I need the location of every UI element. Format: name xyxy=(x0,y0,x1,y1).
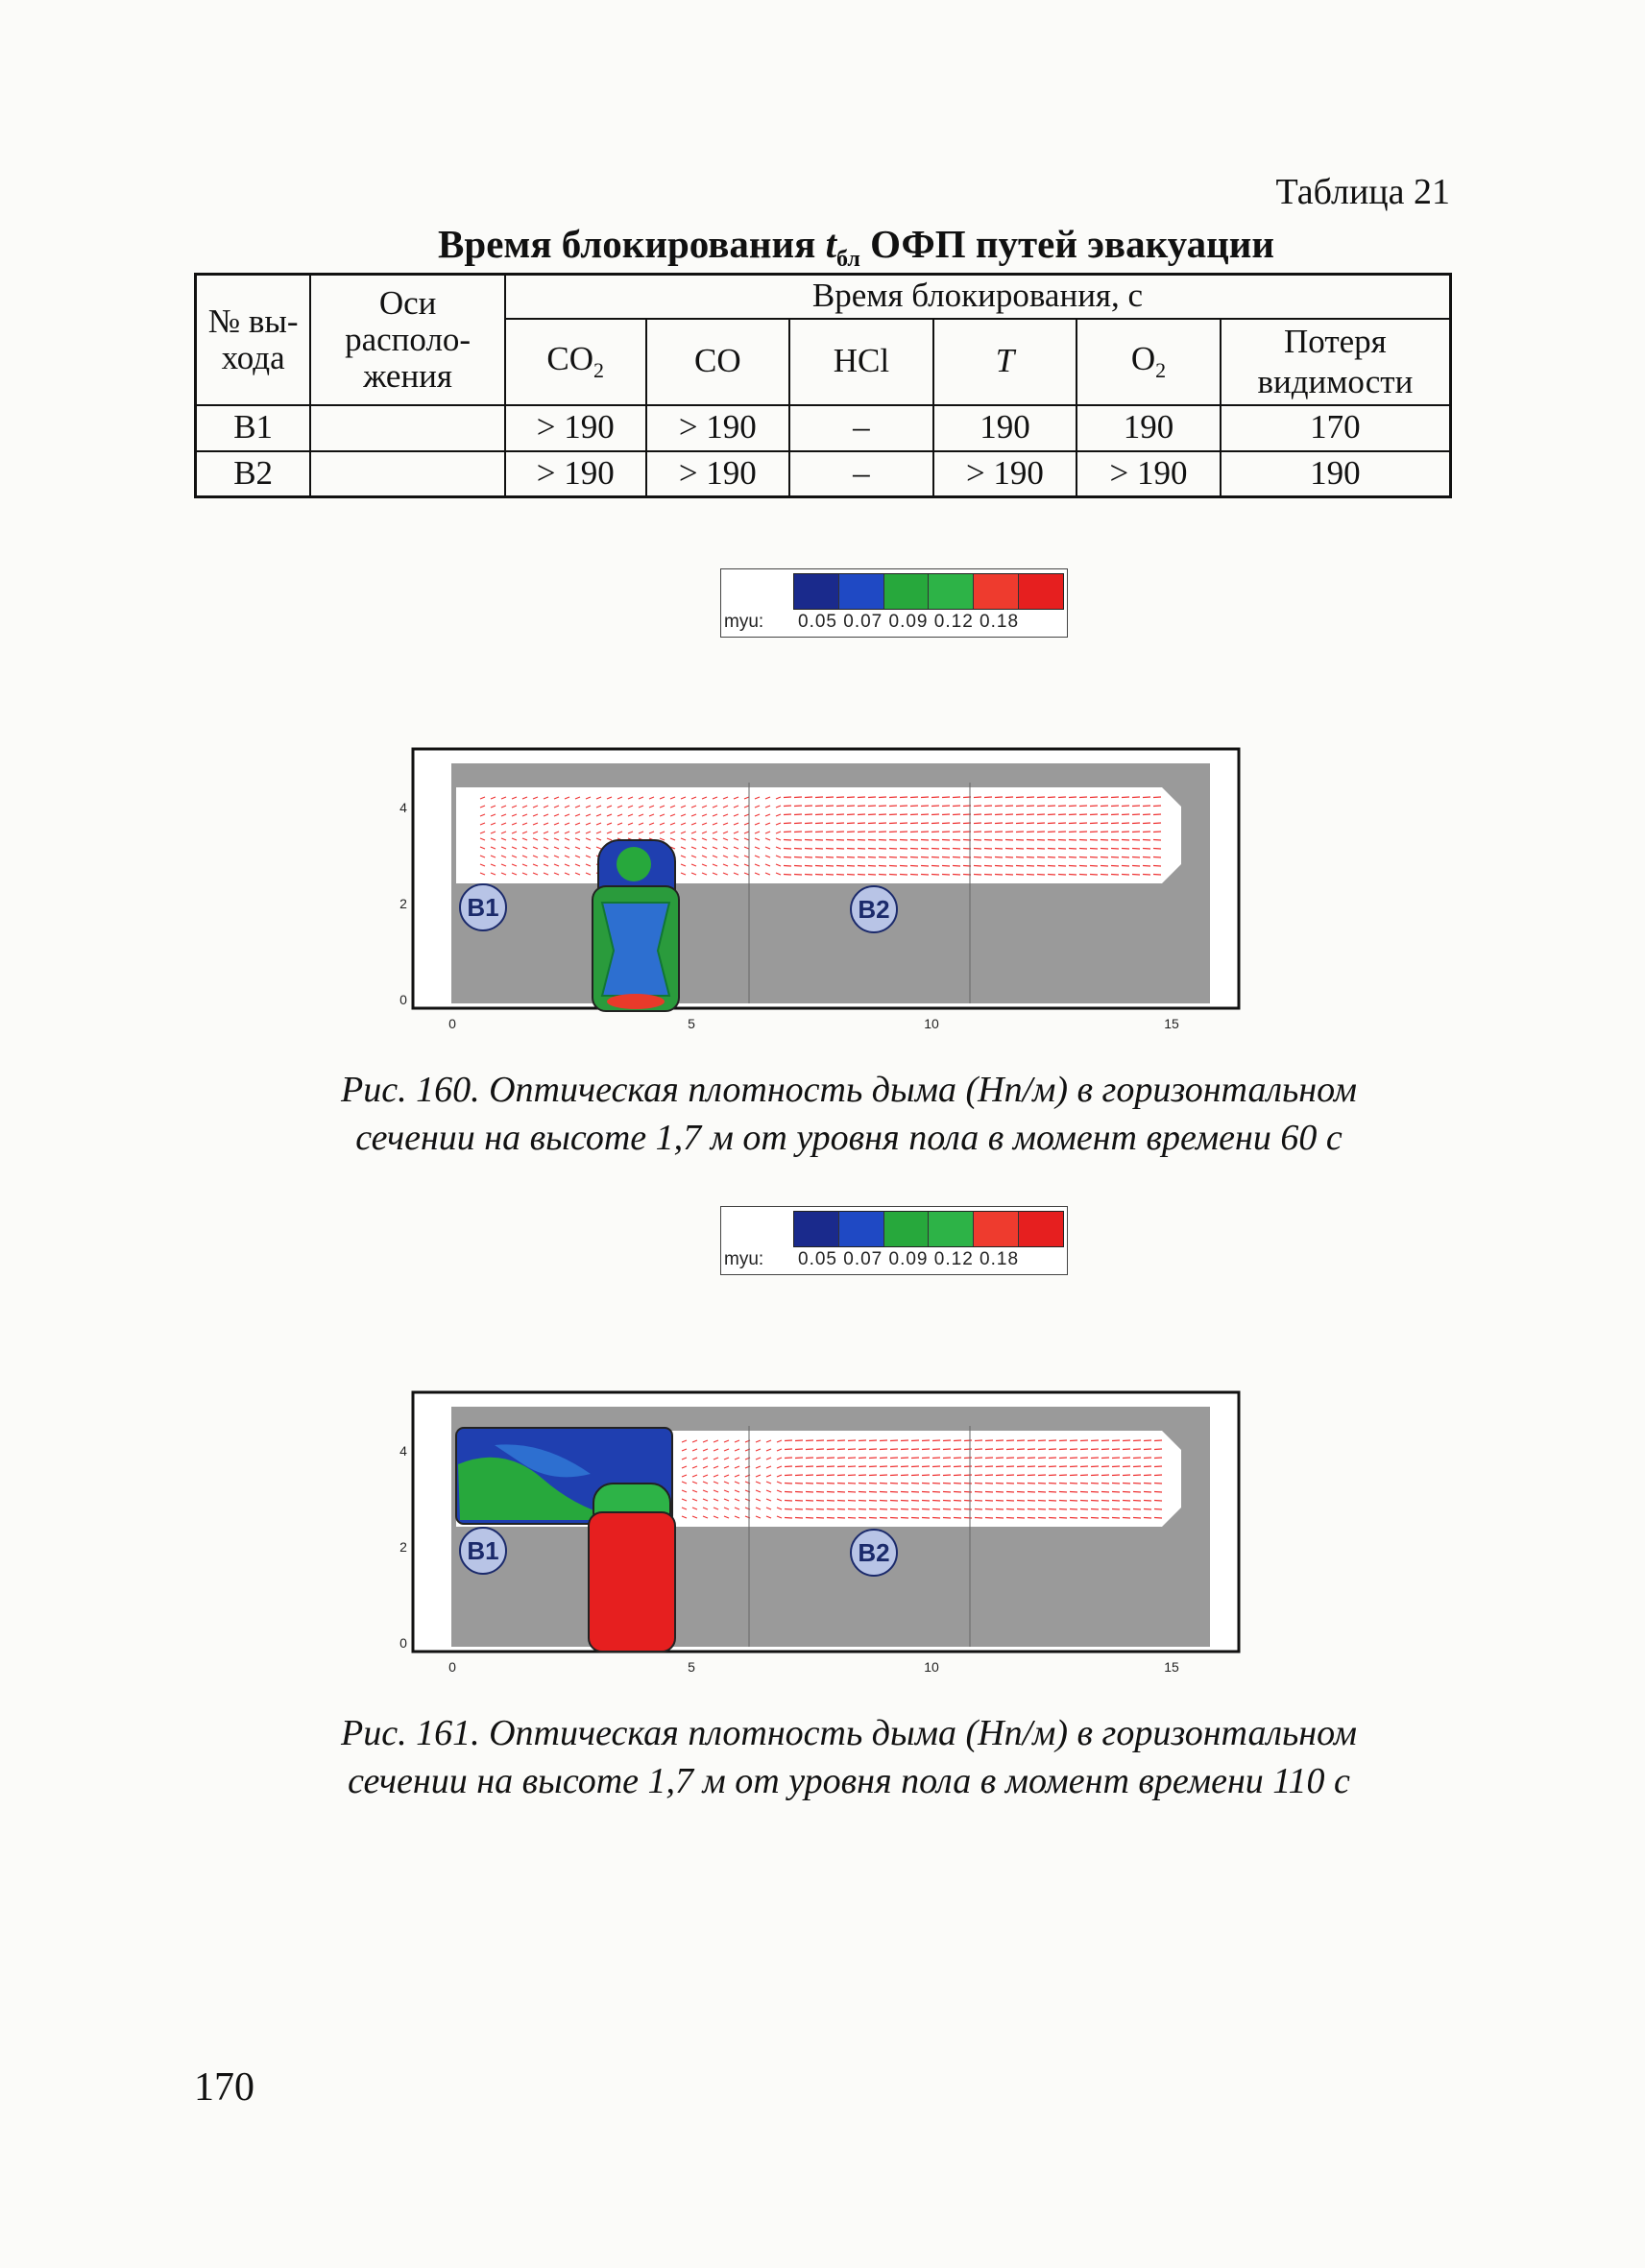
legend-swatch xyxy=(974,574,1019,609)
header-co2: $CO_2$ xyxy=(505,319,646,405)
header-co: CO xyxy=(646,319,790,405)
caption-line: Рис. 160. Оптическая плотность дыма (Нп/м) в горизонтальном xyxy=(341,1070,1357,1110)
cell-exit: В1 xyxy=(196,405,311,451)
cell-o2: 190 xyxy=(1077,405,1221,451)
x-tick-label: 10 xyxy=(924,1016,939,1031)
legend-swatch xyxy=(1019,574,1063,609)
legend-swatch xyxy=(794,574,839,609)
figure-160-caption xyxy=(0,1066,1645,1162)
x-tick-label: 15 xyxy=(1164,1659,1179,1675)
y-tick-label: 4 xyxy=(399,800,407,815)
color-legend xyxy=(720,568,1068,638)
smoke-density-plot-60s xyxy=(379,744,1272,1042)
x-tick-label: 15 xyxy=(1164,1016,1179,1031)
legend-swatch xyxy=(929,574,974,609)
cell-co: > 190 xyxy=(646,451,790,497)
cell-visibility: 170 xyxy=(1221,405,1451,451)
table-row xyxy=(196,451,1451,497)
cell-t: > 190 xyxy=(933,451,1077,497)
legend-swatches xyxy=(793,573,1064,610)
exit-b1-label: B1 xyxy=(467,1536,499,1565)
exit-b1-label: B1 xyxy=(467,893,499,922)
x-tick-label: 10 xyxy=(924,1659,939,1675)
cell-co: > 190 xyxy=(646,405,790,451)
cell-co2: > 190 xyxy=(505,405,646,451)
legend-values: 0.05 0.07 0.09 0.12 0.18 xyxy=(798,612,1020,632)
cell-axes xyxy=(310,405,505,451)
cell-visibility: 190 xyxy=(1221,451,1451,497)
legend-swatch xyxy=(884,574,930,609)
legend-swatches xyxy=(793,1211,1064,1247)
x-tick-label: 5 xyxy=(688,1016,695,1031)
header-o2: $O_2$ xyxy=(1077,319,1221,405)
caption-line: сечении на высоте 1,7 м от уровня пола в момент времени 60 с xyxy=(355,1118,1343,1158)
table-row xyxy=(196,405,1451,451)
caption-line: сечении на высоте 1,7 м от уровня пола в момент времени 110 с xyxy=(348,1761,1350,1801)
header-block-time: Время блокирования, с xyxy=(505,275,1451,319)
corridor xyxy=(456,787,1181,883)
header-exit-no: № вы-хода xyxy=(196,275,311,405)
smoke-density-plot-110s xyxy=(379,1387,1272,1685)
legend-swatch xyxy=(839,1212,884,1246)
header-visibility: Потеря видимости xyxy=(1221,319,1451,405)
cell-hcl: – xyxy=(789,451,933,497)
legend-label: myu: xyxy=(724,612,764,632)
cell-hcl: – xyxy=(789,405,933,451)
exit-b2-label: B2 xyxy=(858,895,890,924)
evacuation-table xyxy=(194,273,1452,498)
exit-b2-label: B2 xyxy=(858,1538,890,1567)
x-tick-label: 0 xyxy=(448,1016,456,1031)
table-title: Время блокирования $t_{бл}$ ОФП путей эвакуации xyxy=(438,222,1274,273)
header-t: T xyxy=(933,319,1077,405)
caption-line: Рис. 161. Оптическая плотность дыма (Нп/м) в горизонтальном xyxy=(341,1713,1357,1753)
x-tick-label: 0 xyxy=(448,1659,456,1675)
y-tick-label: 4 xyxy=(399,1443,407,1459)
cell-exit: В2 xyxy=(196,451,311,497)
cell-t: 190 xyxy=(933,405,1077,451)
y-tick-label: 2 xyxy=(399,1539,407,1555)
cell-axes xyxy=(310,451,505,497)
legend-swatch xyxy=(1019,1212,1063,1246)
smoke-plume xyxy=(593,840,679,1011)
legend-swatch xyxy=(929,1212,974,1246)
cell-o2: > 190 xyxy=(1077,451,1221,497)
legend-swatch xyxy=(974,1212,1019,1246)
y-tick-label: 0 xyxy=(399,1635,407,1651)
legend-values: 0.05 0.07 0.09 0.12 0.18 xyxy=(798,1249,1020,1269)
cell-co2: > 190 xyxy=(505,451,646,497)
y-tick-label: 0 xyxy=(399,992,407,1007)
legend-swatch xyxy=(884,1212,930,1246)
legend-swatch xyxy=(839,574,884,609)
y-tick-label: 2 xyxy=(399,896,407,911)
x-tick-label: 5 xyxy=(688,1659,695,1675)
header-axes: Оси располо-жения xyxy=(310,275,505,405)
color-legend xyxy=(720,1206,1068,1275)
page-number: 170 xyxy=(194,2065,254,2110)
table-label: Таблица 21 xyxy=(1275,172,1450,212)
legend-swatch xyxy=(794,1212,839,1246)
header-hcl: HCl xyxy=(789,319,933,405)
figure-161-caption xyxy=(0,1709,1645,1805)
legend-label: myu: xyxy=(724,1249,764,1269)
